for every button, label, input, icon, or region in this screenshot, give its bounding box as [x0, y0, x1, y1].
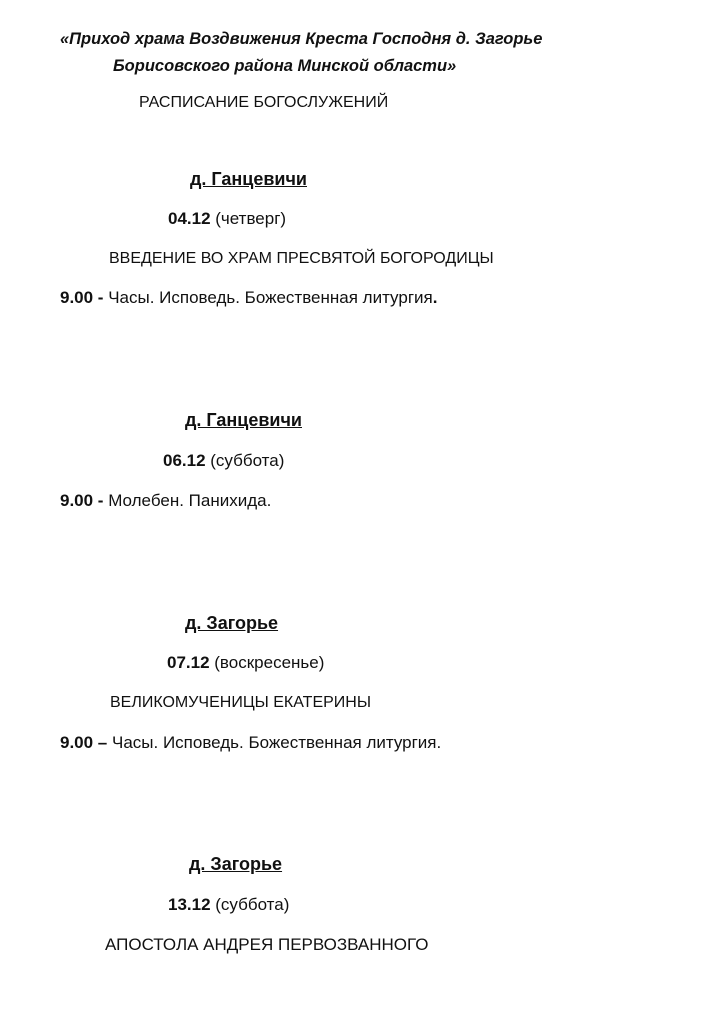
service-line: [60, 732, 441, 754]
date-value: 13.12: [168, 895, 211, 914]
service-line: [60, 490, 271, 512]
service-time: 9.00 -: [60, 288, 109, 307]
feast-name: ВЕЛИКОМУЧЕНИЦЫ ЕКАТЕРИНЫ: [110, 694, 372, 711]
service-line: [60, 287, 437, 309]
parish-header-line-1: «Приход храма Воздвижения Креста Господня д. Загорье: [60, 30, 543, 48]
feast-name: ВВЕДЕНИЕ ВО ХРАМ ПРЕСВЯТОЙ БОГОРОДИЦЫ: [109, 250, 494, 267]
service-description: Молебен. Панихида.: [108, 491, 272, 510]
date-value: 07.12: [167, 653, 210, 672]
date-value: 06.12: [163, 451, 206, 470]
village-name: д. Ганцевичи: [185, 410, 302, 430]
weekday: (четверг): [210, 209, 287, 228]
weekday: (суббота): [205, 451, 285, 470]
schedule-title: РАСПИСАНИЕ БОГОСЛУЖЕНИЙ: [139, 94, 389, 111]
weekday: (воскресенье): [209, 653, 325, 672]
village-name: д. Загорье: [189, 854, 283, 874]
feast-name: АПОСТОЛА АНДРЕЯ ПЕРВОЗВАННОГО: [105, 935, 429, 954]
service-date: [163, 450, 284, 472]
date-value: 04.12: [168, 209, 211, 228]
service-date: [168, 208, 286, 230]
parish-header-line-2: Борисовского района Минской области»: [113, 57, 457, 75]
service-time: 9.00 -: [60, 491, 109, 510]
service-date: [167, 652, 324, 674]
service-time: 9.00 –: [60, 733, 108, 752]
service-date: [168, 894, 289, 916]
village-name: д. Ганцевичи: [190, 169, 307, 189]
weekday: (суббота): [210, 895, 290, 914]
village-name: д. Загорье: [185, 613, 279, 633]
service-end-mark: .: [432, 288, 438, 307]
service-description: Часы. Исповедь. Божественная литургия.: [107, 733, 442, 752]
service-description: Часы. Исповедь. Божественная литургия: [108, 288, 433, 307]
